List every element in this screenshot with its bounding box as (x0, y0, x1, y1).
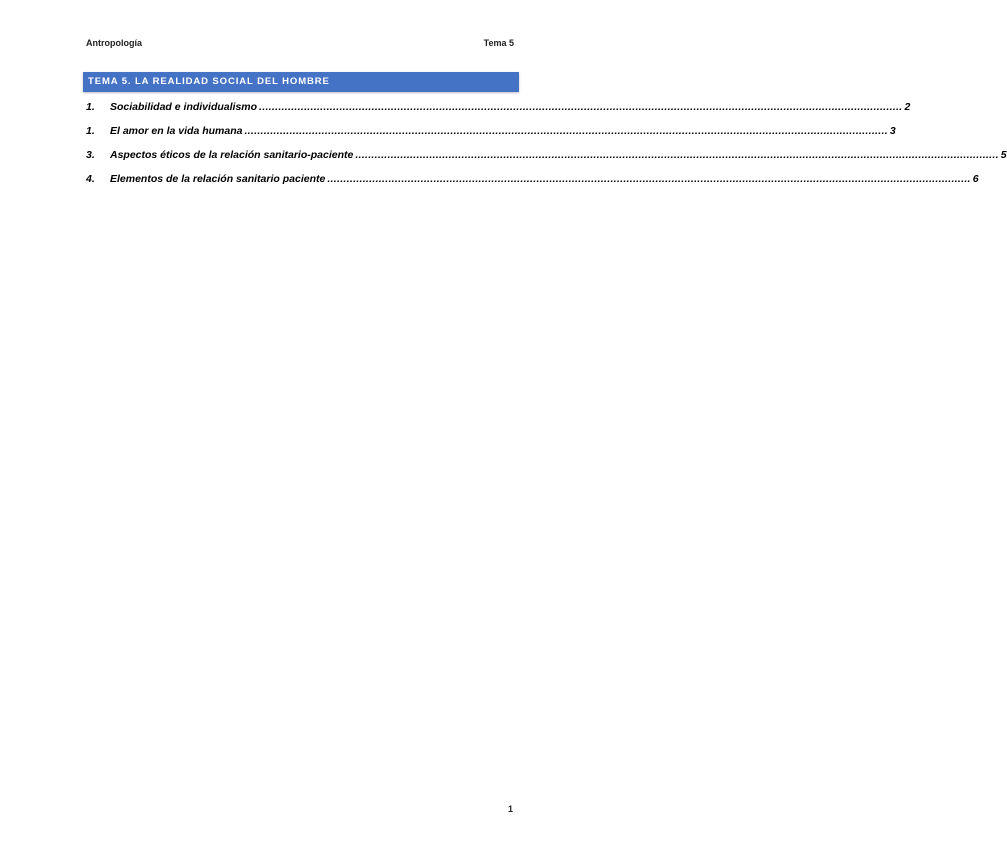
toc-leader-dots: ........................................................................................................................................................................................................ (244, 125, 888, 137)
toc-entry-page: 3 (889, 125, 896, 137)
toc-entry[interactable] (86, 148, 1007, 172)
toc-entry[interactable] (86, 124, 896, 148)
toc-entry-label: Aspectos éticos de la relación sanitario-paciente (110, 149, 354, 161)
table-of-contents (86, 100, 1007, 196)
header-topic: Tema 5 (483, 38, 514, 48)
toc-entry[interactable] (86, 172, 979, 196)
toc-entry-label: Sociabilidad e individualismo (110, 101, 258, 113)
toc-entry-page: 6 (972, 173, 979, 185)
toc-entry-number: 3. (86, 149, 95, 161)
toc-entry-page: 2 (904, 101, 911, 113)
toc-entry-number: 4. (86, 173, 95, 185)
toc-entry-number: 1. (86, 101, 95, 113)
title-banner (83, 72, 519, 92)
toc-entry-number: 1. (86, 125, 95, 137)
page-title: TEMA 5. LA REALIDAD SOCIAL DEL HOMBRE (88, 76, 330, 87)
toc-leader-dots: ........................................................................................................................................................................................................ (259, 101, 903, 113)
toc-entry-page: 5 (1000, 149, 1007, 161)
toc-entry-label: Elementos de la relación sanitario paciente (110, 173, 326, 185)
toc-leader-dots: ........................................................................................................................................................................................................ (355, 149, 999, 161)
toc-leader-dots: ........................................................................................................................................................................................................ (327, 173, 971, 185)
toc-entry[interactable] (86, 100, 911, 124)
toc-entry-label: El amor en la vida humana (110, 125, 243, 137)
page-number: 1 (507, 804, 513, 814)
header-subject: Antropología (86, 38, 142, 48)
